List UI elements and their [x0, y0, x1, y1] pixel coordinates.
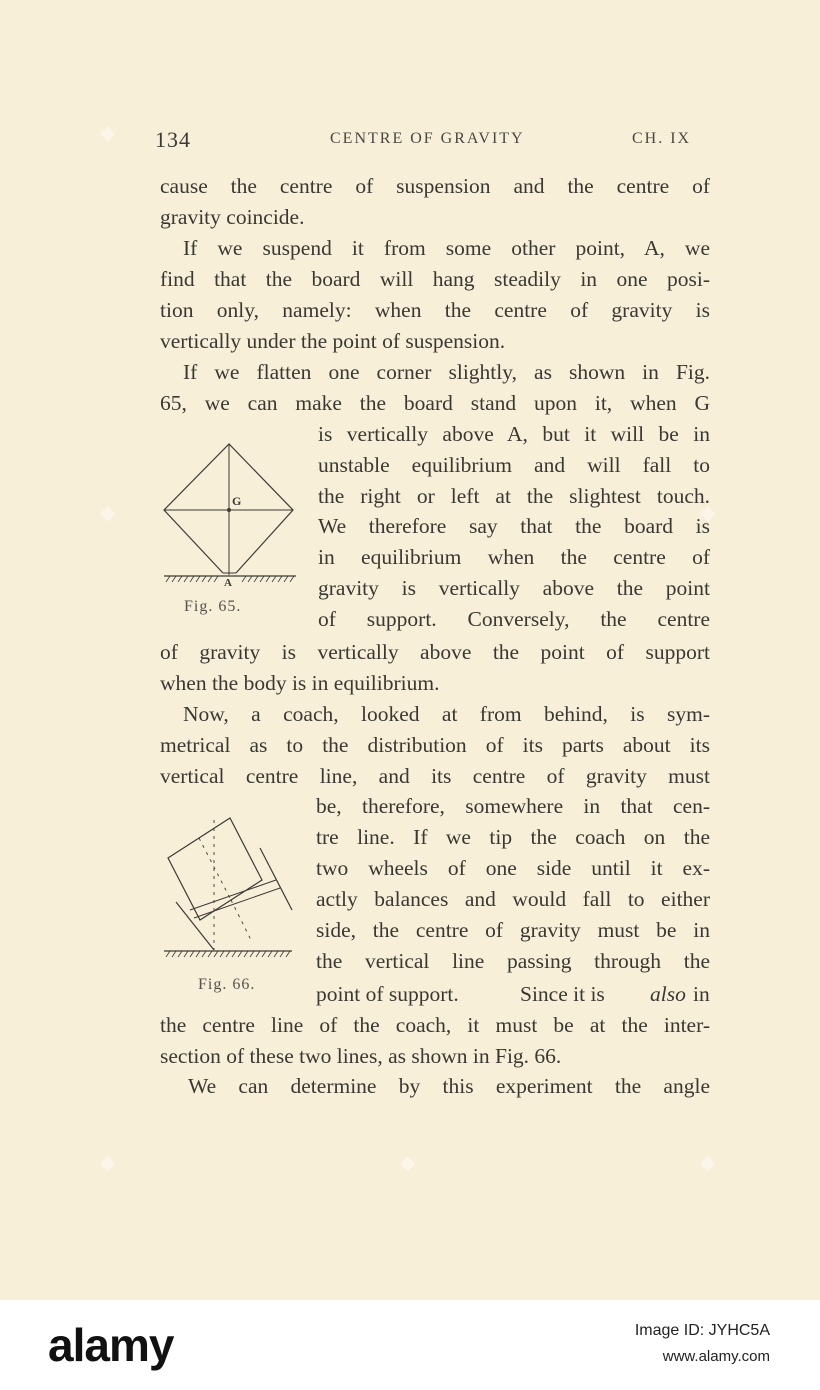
text-line: gravity is vertically above the point: [318, 576, 710, 600]
text-line: be, therefore, somewhere in that cen-: [316, 794, 710, 818]
text-line: of support. Conversely, the centre: [318, 607, 710, 631]
text-line: vertical centre line, and its centre of gravity must: [160, 764, 710, 788]
chapter-label: CH. IX: [632, 130, 692, 147]
watermark-mark: ◆: [100, 502, 116, 524]
text-line: tion only, namely: when the centre of gravity is: [160, 298, 710, 322]
text-line: Since it is: [520, 982, 605, 1006]
page-number: 134: [155, 127, 191, 152]
watermark-mark: ◆: [700, 502, 716, 524]
watermark-mark: ◆: [100, 1152, 116, 1174]
figure-65-diagram: [160, 440, 300, 590]
figure-65-caption: Fig. 65.: [184, 598, 242, 615]
text-line: in equilibrium when the centre of: [318, 545, 710, 569]
text-line: two wheels of one side until it ex-: [316, 856, 710, 880]
text-line: If we suspend it from some other point, A, we: [183, 236, 710, 260]
text-line: gravity coincide.: [160, 205, 305, 229]
text-line: We therefore say that the board is: [318, 514, 710, 538]
stock-footer: [0, 1300, 820, 1390]
watermark-mark: ◆: [100, 122, 116, 144]
figure-66-caption: Fig. 66.: [198, 976, 256, 993]
text-line: section of these two lines, as shown in Fig. 66.: [160, 1044, 562, 1068]
text-line: of gravity is vertically above the point of support: [160, 640, 710, 664]
figure-66-diagram: [160, 810, 300, 970]
watermark-mark: ◆: [400, 1152, 416, 1174]
text-line: vertically under the point of suspension.: [160, 329, 506, 353]
figure-65-label-g: G: [232, 494, 242, 508]
italic-word: also: [650, 982, 686, 1006]
text-line: find that the board will hang steadily in one posi-: [160, 267, 710, 291]
figure-65-label-a: A: [224, 577, 232, 589]
site-url: www.alamy.com: [662, 1348, 770, 1365]
text-line: Now, a coach, looked at from behind, is sym-: [183, 702, 710, 726]
text-line: when the body is in equilibrium.: [160, 671, 440, 695]
text-line: point of support.: [316, 982, 459, 1006]
brand-logo: alamy: [48, 1319, 174, 1371]
text-line: metrical as to the distribution of its parts about its: [160, 733, 710, 757]
text-line: We can determine by this experiment the angle: [188, 1074, 710, 1098]
text-line: the centre line of the coach, it must be at the inter-: [160, 1013, 710, 1037]
text-line: the vertical line passing through the: [316, 949, 710, 973]
text-line: tre line. If we tip the coach on the: [316, 825, 710, 849]
text-line: cause the centre of suspension and the centre of: [160, 174, 710, 198]
text-line: side, the centre of gravity must be in: [316, 918, 710, 942]
text-line: in: [693, 982, 710, 1006]
watermark-mark: ◆: [700, 1152, 716, 1174]
running-title: CENTRE OF GRAVITY: [330, 130, 525, 147]
text-line: unstable equilibrium and will fall to: [318, 453, 710, 477]
text-line: actly balances and would fall to either: [316, 887, 710, 911]
image-id-label: Image ID: JYHC5A: [634, 1322, 770, 1339]
text-line: is vertically above A, but it will be in: [318, 422, 710, 446]
text-line: 65, we can make the board stand upon it, when G: [160, 391, 710, 415]
text-line: If we flatten one corner slightly, as shown in Fig.: [183, 360, 710, 384]
text-line: the right or left at the slightest touch.: [318, 484, 710, 508]
